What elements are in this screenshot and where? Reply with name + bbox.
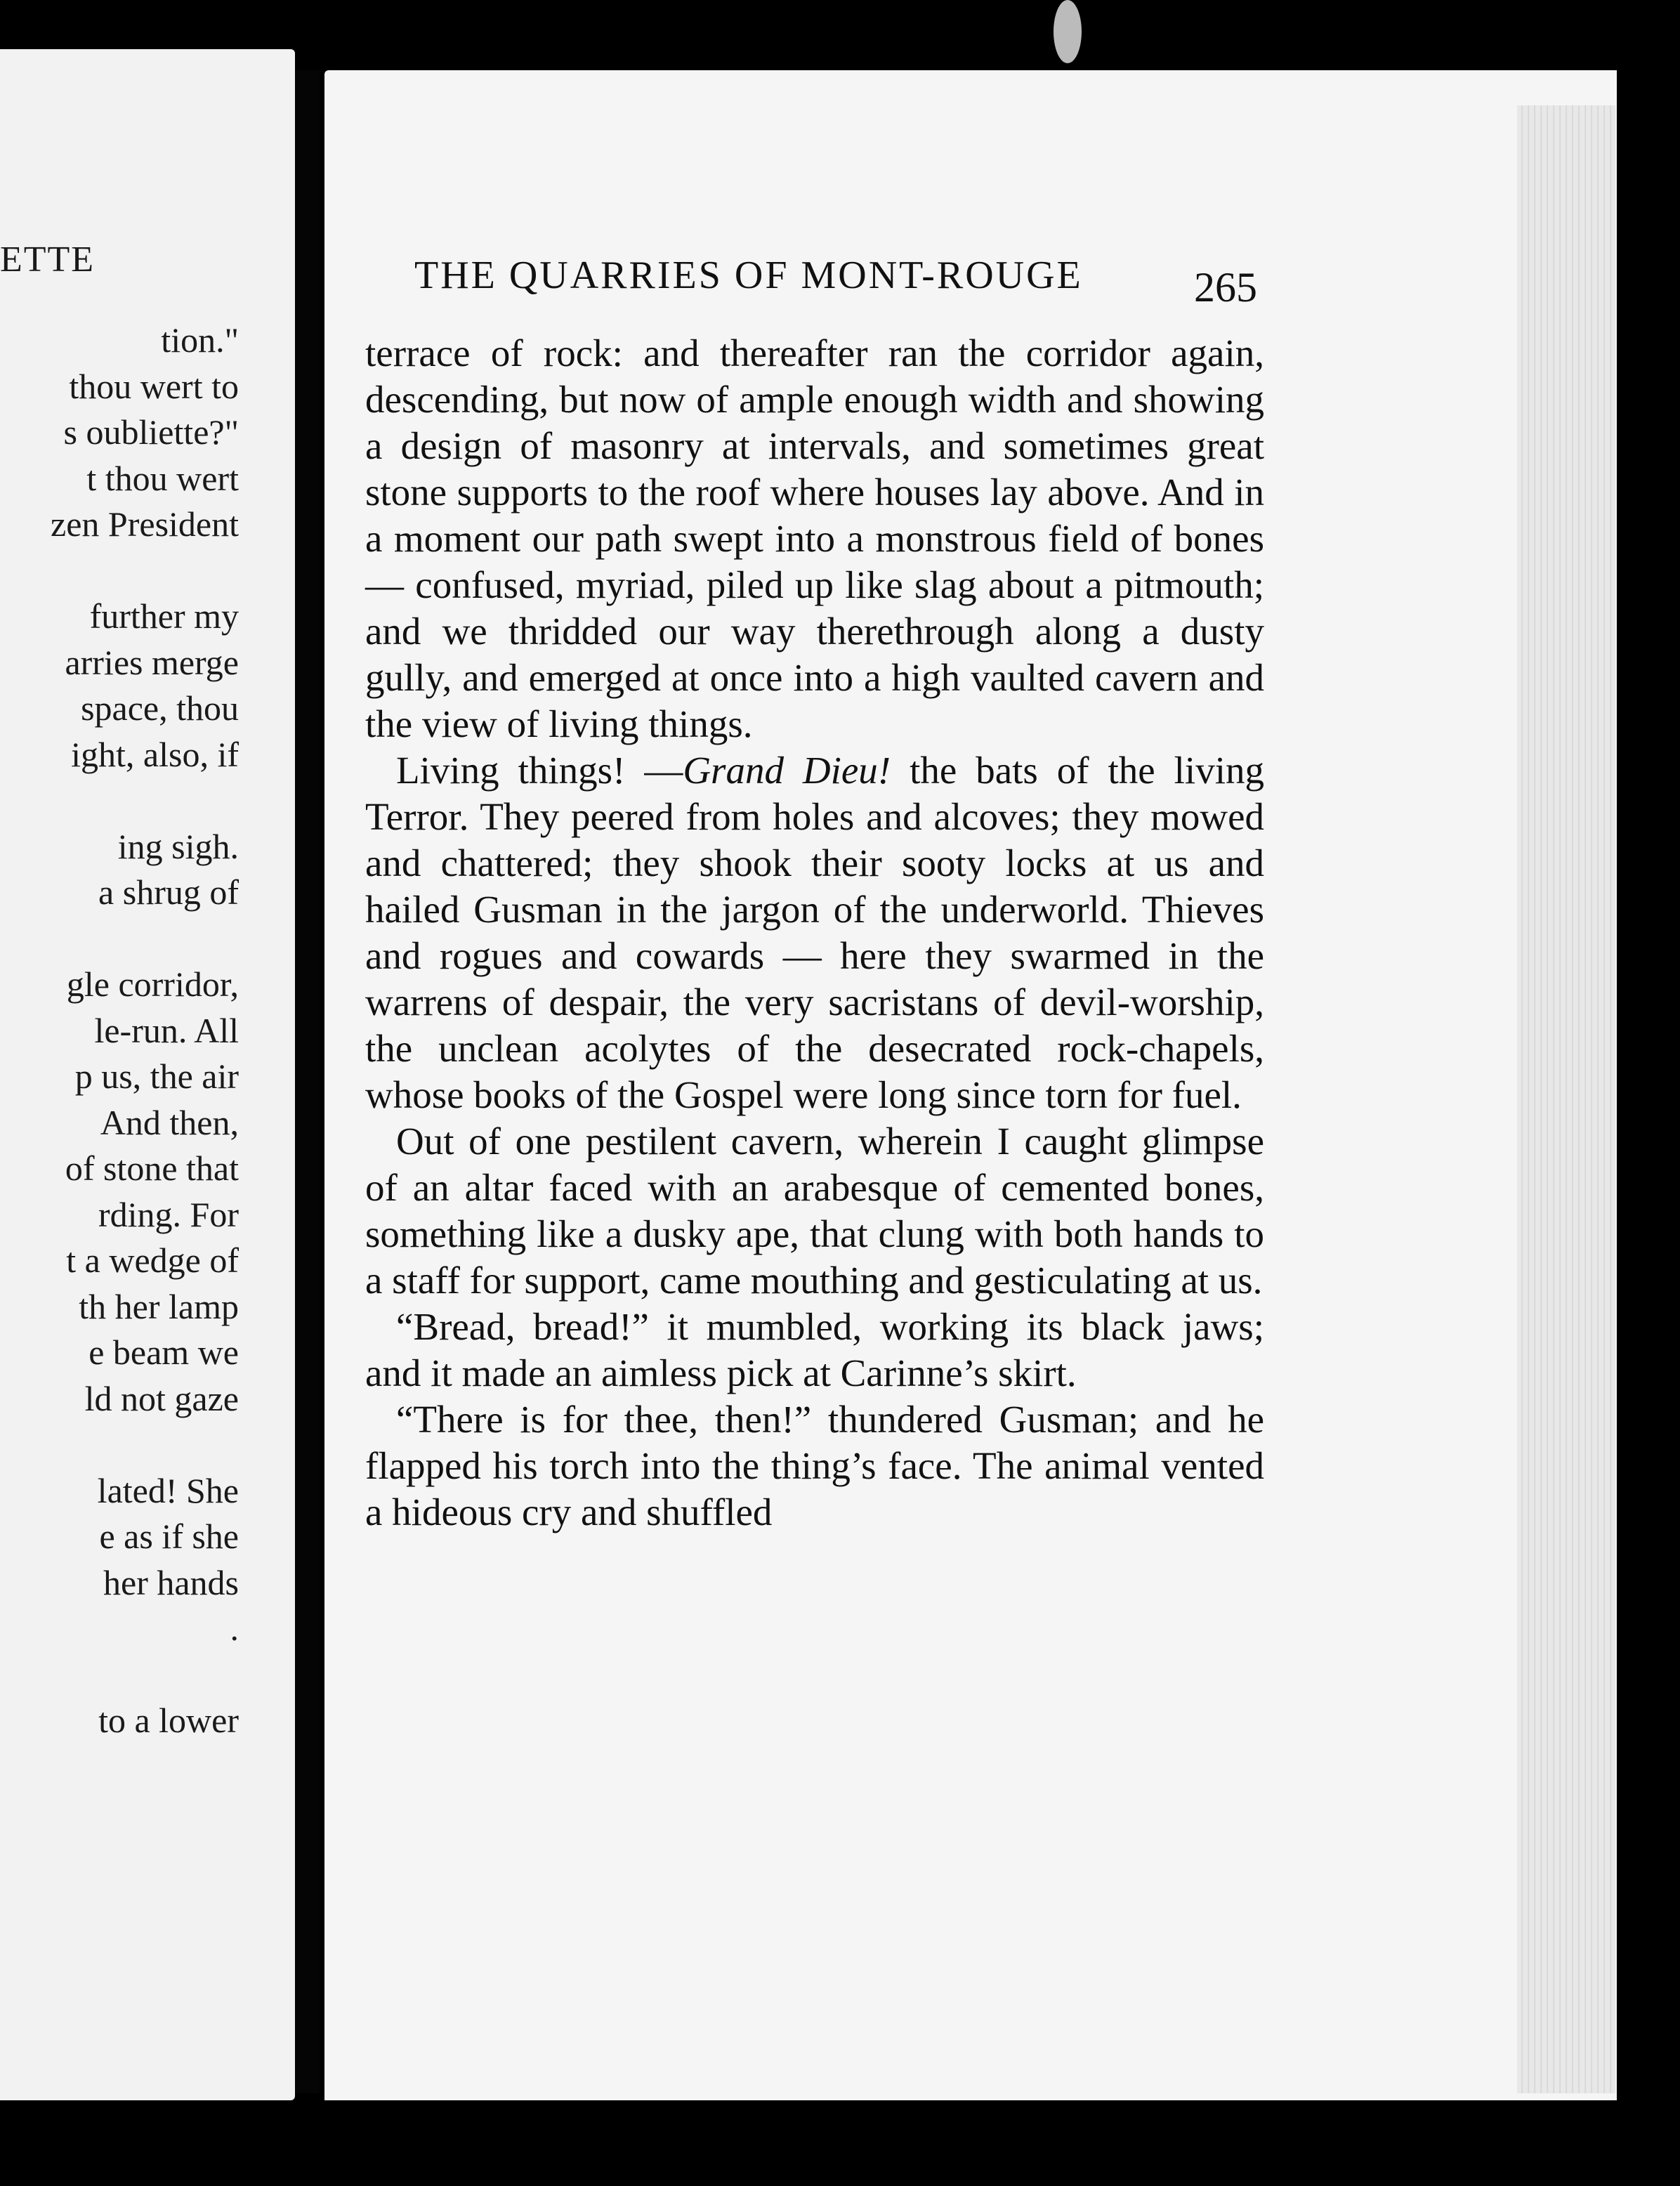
italic-phrase: Grand Dieu! bbox=[683, 749, 891, 792]
left-page-line: zen President bbox=[51, 504, 239, 544]
scan-artifact bbox=[1054, 0, 1082, 63]
paragraph: Out of one pestilent cavern, wherein I caught glimpse of an altar faced with an arabesque of cemented bones, something like a dusky ape, that clung with both hands to a staff for support, came mouthing and gesticulating at us. bbox=[365, 1120, 1264, 1302]
left-page-line: p us, the air bbox=[74, 1056, 239, 1096]
left-page-line: s oubliette?" bbox=[63, 412, 239, 452]
left-page-line: ing sigh. bbox=[117, 826, 239, 866]
running-head: THE QUARRIES OF MONT-ROUGE bbox=[414, 254, 1083, 297]
paragraph-text: Living things! — bbox=[396, 749, 683, 792]
paragraph bbox=[365, 747, 1264, 1118]
left-page-line: arries merge bbox=[65, 642, 239, 682]
left-page-line: e beam we bbox=[88, 1333, 239, 1372]
page-edges bbox=[1517, 105, 1615, 2093]
left-page-line: . bbox=[230, 1609, 239, 1648]
paragraph: “Bread, bread!” it mumbled, working its black jaws; and it made an aimless pick at Carinne’s skirt. bbox=[365, 1305, 1264, 1394]
left-page-line: ight, also, if bbox=[71, 734, 239, 774]
paragraph-text: the bats of the living Terror. They peered from holes and alcoves; they mowed and chattered; they shook their sooty locks at us and hailed Gusman in the jargon of the underworld. Thieves and rogues and cowards — here they swarmed in the warrens of despair, the very sacristans of devil-worship, the unclean acolytes of the desecrated rock-chapels, whose books of the Gospel were long since torn for fuel. bbox=[365, 749, 1264, 1116]
body-text bbox=[365, 330, 1264, 1536]
page-number: 265 bbox=[1194, 264, 1257, 310]
left-page-line: th her lamp bbox=[79, 1286, 239, 1326]
left-page bbox=[0, 49, 295, 2100]
book-spine bbox=[295, 70, 320, 2093]
left-page-line: a shrug of bbox=[98, 872, 239, 912]
left-page-line: thou wert to bbox=[69, 366, 239, 406]
left-page-line: gle corridor, bbox=[66, 964, 239, 1004]
left-page-line: e as if she bbox=[99, 1517, 239, 1556]
paragraph: terrace of rock: and thereafter ran the corridor again, descending, but now of ample enough width and showing a design of masonry at intervals, and sometimes great stone supports to the roof where houses lay above. And in a moment our path swept into a monstrous field of bones — confused, myriad, piled up like slag about a pitmouth; and we thridded our way therethrough along a dusty gully, and emerged at once into a high vaulted cavern and the view of living things. bbox=[365, 332, 1264, 745]
left-page-line: t thou wert bbox=[86, 458, 239, 498]
left-page-line: le-run. All bbox=[94, 1010, 239, 1050]
left-page-line: t a wedge of bbox=[66, 1241, 239, 1280]
left-page-line: ld not gaze bbox=[84, 1378, 239, 1418]
left-page-line: space, thou bbox=[81, 688, 239, 728]
left-page-line: tion." bbox=[161, 320, 239, 360]
left-page-line: lated! She bbox=[97, 1470, 239, 1510]
left-running-head: ETTE bbox=[0, 240, 96, 280]
left-page-line: her hands bbox=[103, 1562, 239, 1602]
left-page-line: And then, bbox=[100, 1102, 239, 1142]
left-page-line: to a lower bbox=[98, 1701, 239, 1740]
left-page-line: of stone that bbox=[65, 1148, 239, 1188]
paragraph: “There is for thee, then!” thundered Gusman; and he flapped his torch into the thing’s face. The animal vented a hideous cry and shuffled bbox=[365, 1398, 1264, 1533]
left-page-line: rding. For bbox=[98, 1194, 239, 1234]
left-page-line: further my bbox=[89, 596, 239, 636]
